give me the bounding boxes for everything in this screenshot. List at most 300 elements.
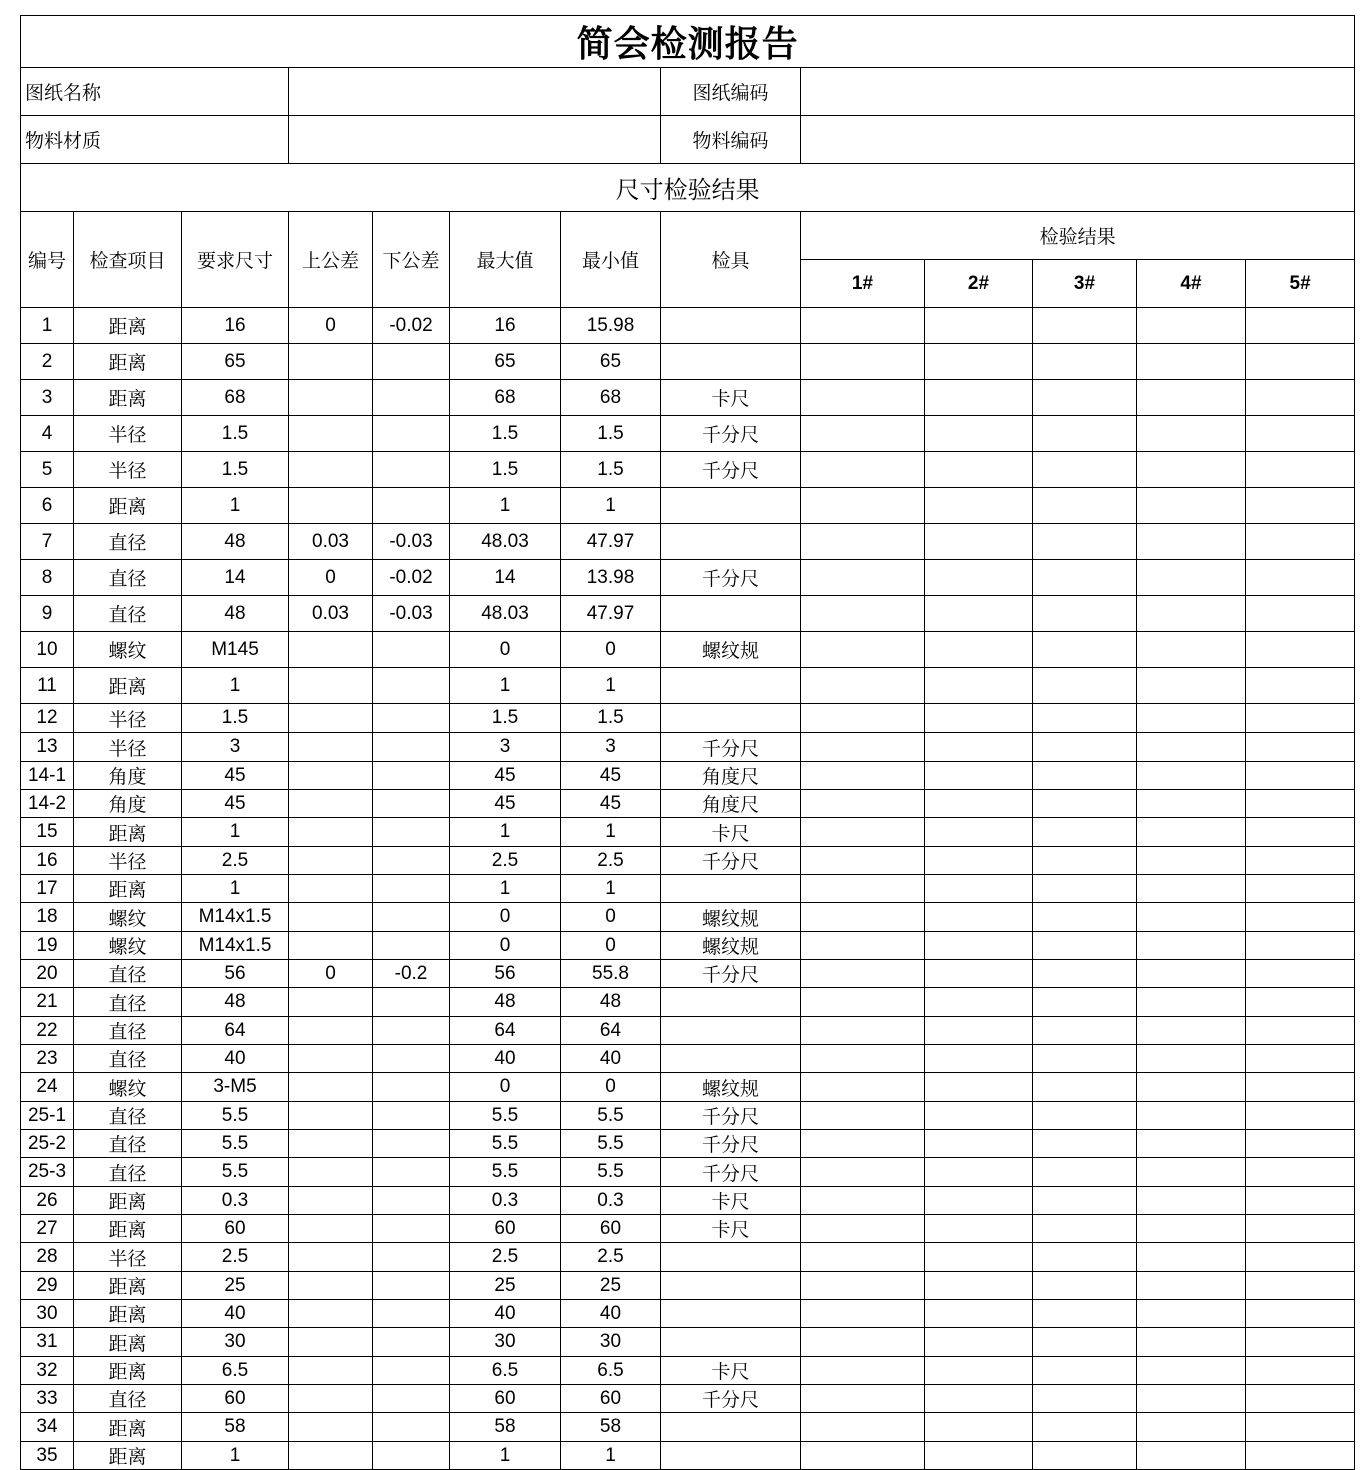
row-gauge <box>661 1272 801 1300</box>
row-gauge: 千分尺 <box>661 733 801 762</box>
result-cell-sample-3[interactable] <box>1033 903 1137 932</box>
result-cell-sample-3[interactable] <box>1033 960 1137 988</box>
header-lower-tolerance: 下公差 <box>373 212 450 308</box>
result-cell-sample-1[interactable] <box>801 668 925 704</box>
row-item: 距离 <box>74 1272 182 1300</box>
row-item: 直径 <box>74 560 182 596</box>
row-required: 65 <box>182 344 289 380</box>
result-cell-sample-3[interactable] <box>1033 733 1137 762</box>
row-min: 25 <box>561 1272 661 1300</box>
row-lower-tolerance <box>373 1158 450 1187</box>
result-cell-sample-5[interactable] <box>1246 1300 1355 1328</box>
result-cell-sample-4[interactable] <box>1137 733 1246 762</box>
result-cell-sample-1[interactable] <box>801 524 925 560</box>
result-cell-sample-1[interactable] <box>801 1357 925 1385</box>
result-cell-sample-5[interactable] <box>1246 380 1355 416</box>
result-cell-sample-3[interactable] <box>1033 762 1137 790</box>
row-lower-tolerance <box>373 488 450 524</box>
result-cell-sample-1[interactable] <box>801 596 925 632</box>
result-cell-sample-1[interactable] <box>801 1442 925 1470</box>
result-cell-sample-4[interactable] <box>1137 847 1246 875</box>
result-cell-sample-1[interactable] <box>801 932 925 960</box>
result-cell-sample-1[interactable] <box>801 632 925 668</box>
row-required: 1 <box>182 1442 289 1470</box>
row-no: 2 <box>21 344 74 380</box>
result-cell-sample-5[interactable] <box>1246 1385 1355 1413</box>
row-lower-tolerance <box>373 932 450 960</box>
row-upper-tolerance <box>289 790 373 818</box>
result-cell-sample-5[interactable] <box>1246 416 1355 452</box>
result-cell-sample-1[interactable] <box>801 988 925 1017</box>
result-cell-sample-3[interactable] <box>1033 1442 1137 1470</box>
result-cell-sample-4[interactable] <box>1137 452 1246 488</box>
result-cell-sample-2[interactable] <box>925 1017 1033 1045</box>
row-min: 6.5 <box>561 1357 661 1385</box>
result-cell-sample-2[interactable] <box>925 1442 1033 1470</box>
material-code-value[interactable] <box>801 116 1355 164</box>
result-cell-sample-4[interactable] <box>1137 1187 1246 1215</box>
result-cell-sample-5[interactable] <box>1246 932 1355 960</box>
row-required: 3-M5 <box>182 1073 289 1102</box>
result-cell-sample-4[interactable] <box>1137 1158 1246 1187</box>
drawing-name-value[interactable] <box>289 68 661 116</box>
row-max: 45 <box>450 762 561 790</box>
row-item: 半径 <box>74 416 182 452</box>
result-cell-sample-3[interactable] <box>1033 380 1137 416</box>
result-cell-sample-5[interactable] <box>1246 1442 1355 1470</box>
result-cell-sample-1[interactable] <box>801 1073 925 1102</box>
result-cell-sample-4[interactable] <box>1137 932 1246 960</box>
result-cell-sample-5[interactable] <box>1246 524 1355 560</box>
row-item: 距离 <box>74 818 182 847</box>
row-gauge: 螺纹规 <box>661 632 801 668</box>
result-cell-sample-1[interactable] <box>801 762 925 790</box>
result-cell-sample-5[interactable] <box>1246 1073 1355 1102</box>
row-upper-tolerance <box>289 847 373 875</box>
result-cell-sample-2[interactable] <box>925 380 1033 416</box>
row-gauge <box>661 668 801 704</box>
row-lower-tolerance: -0.03 <box>373 524 450 560</box>
result-cell-sample-1[interactable] <box>801 308 925 344</box>
result-cell-sample-2[interactable] <box>925 818 1033 847</box>
row-max: 1.5 <box>450 416 561 452</box>
result-cell-sample-2[interactable] <box>925 847 1033 875</box>
row-no: 5 <box>21 452 74 488</box>
table-row <box>21 847 1355 875</box>
result-cell-sample-4[interactable] <box>1137 344 1246 380</box>
row-required: 0.3 <box>182 1187 289 1215</box>
result-cell-sample-2[interactable] <box>925 1328 1033 1357</box>
result-cell-sample-2[interactable] <box>925 1385 1033 1413</box>
result-cell-sample-4[interactable] <box>1137 1130 1246 1158</box>
result-cell-sample-4[interactable] <box>1137 1442 1246 1470</box>
row-upper-tolerance <box>289 1272 373 1300</box>
table-row <box>21 308 1355 344</box>
row-item: 距离 <box>74 1215 182 1243</box>
result-cell-sample-5[interactable] <box>1246 903 1355 932</box>
result-cell-sample-2[interactable] <box>925 1130 1033 1158</box>
result-cell-sample-3[interactable] <box>1033 1158 1137 1187</box>
result-cell-sample-2[interactable] <box>925 416 1033 452</box>
result-cell-sample-4[interactable] <box>1137 762 1246 790</box>
table-row <box>21 1187 1355 1215</box>
row-max: 40 <box>450 1045 561 1073</box>
result-cell-sample-3[interactable] <box>1033 1017 1137 1045</box>
result-cell-sample-2[interactable] <box>925 988 1033 1017</box>
row-required: 16 <box>182 308 289 344</box>
result-cell-sample-3[interactable] <box>1033 1243 1137 1272</box>
result-cell-sample-3[interactable] <box>1033 847 1137 875</box>
result-cell-sample-4[interactable] <box>1137 960 1246 988</box>
row-item: 距离 <box>74 380 182 416</box>
result-cell-sample-2[interactable] <box>925 524 1033 560</box>
result-cell-sample-4[interactable] <box>1137 308 1246 344</box>
result-cell-sample-2[interactable] <box>925 1357 1033 1385</box>
result-cell-sample-2[interactable] <box>925 1215 1033 1243</box>
result-cell-sample-2[interactable] <box>925 596 1033 632</box>
result-cell-sample-3[interactable] <box>1033 632 1137 668</box>
result-cell-sample-4[interactable] <box>1137 1215 1246 1243</box>
result-cell-sample-4[interactable] <box>1137 988 1246 1017</box>
row-item: 角度 <box>74 762 182 790</box>
result-cell-sample-2[interactable] <box>925 1073 1033 1102</box>
result-cell-sample-1[interactable] <box>801 1130 925 1158</box>
row-max: 40 <box>450 1300 561 1328</box>
result-cell-sample-4[interactable] <box>1137 1385 1246 1413</box>
result-cell-sample-5[interactable] <box>1246 960 1355 988</box>
result-cell-sample-5[interactable] <box>1246 1158 1355 1187</box>
row-max: 64 <box>450 1017 561 1045</box>
row-no: 10 <box>21 632 74 668</box>
row-lower-tolerance <box>373 847 450 875</box>
row-max: 5.5 <box>450 1102 561 1130</box>
result-cell-sample-5[interactable] <box>1246 452 1355 488</box>
row-max: 14 <box>450 560 561 596</box>
row-no: 21 <box>21 988 74 1017</box>
result-cell-sample-5[interactable] <box>1246 596 1355 632</box>
row-max: 6.5 <box>450 1357 561 1385</box>
row-item: 半径 <box>74 847 182 875</box>
result-cell-sample-5[interactable] <box>1246 704 1355 733</box>
result-cell-sample-4[interactable] <box>1137 1357 1246 1385</box>
result-cell-sample-4[interactable] <box>1137 1300 1246 1328</box>
row-item: 直径 <box>74 1385 182 1413</box>
table-row <box>21 1073 1355 1102</box>
result-cell-sample-2[interactable] <box>925 560 1033 596</box>
row-no: 28 <box>21 1243 74 1272</box>
result-cell-sample-1[interactable] <box>801 1215 925 1243</box>
material-value[interactable] <box>289 116 661 164</box>
result-cell-sample-2[interactable] <box>925 762 1033 790</box>
result-cell-sample-2[interactable] <box>925 668 1033 704</box>
result-cell-sample-1[interactable] <box>801 960 925 988</box>
row-no: 25-1 <box>21 1102 74 1130</box>
result-cell-sample-3[interactable] <box>1033 1300 1137 1328</box>
table-row <box>21 1243 1355 1272</box>
result-cell-sample-1[interactable] <box>801 1385 925 1413</box>
table-row <box>21 488 1355 524</box>
result-cell-sample-2[interactable] <box>925 1102 1033 1130</box>
row-gauge: 千分尺 <box>661 560 801 596</box>
result-cell-sample-2[interactable] <box>925 1300 1033 1328</box>
result-cell-sample-2[interactable] <box>925 704 1033 733</box>
row-no: 6 <box>21 488 74 524</box>
row-item: 半径 <box>74 733 182 762</box>
row-min: 58 <box>561 1413 661 1442</box>
result-cell-sample-1[interactable] <box>801 1187 925 1215</box>
result-cell-sample-5[interactable] <box>1246 875 1355 903</box>
result-cell-sample-4[interactable] <box>1137 1073 1246 1102</box>
result-cell-sample-2[interactable] <box>925 1413 1033 1442</box>
result-cell-sample-2[interactable] <box>925 632 1033 668</box>
result-cell-sample-3[interactable] <box>1033 1272 1137 1300</box>
row-upper-tolerance <box>289 1130 373 1158</box>
result-cell-sample-4[interactable] <box>1137 632 1246 668</box>
result-cell-sample-3[interactable] <box>1033 596 1137 632</box>
result-cell-sample-1[interactable] <box>801 1243 925 1272</box>
result-cell-sample-3[interactable] <box>1033 1385 1137 1413</box>
row-min: 15.98 <box>561 308 661 344</box>
result-cell-sample-3[interactable] <box>1033 452 1137 488</box>
result-cell-sample-4[interactable] <box>1137 1243 1246 1272</box>
result-cell-sample-5[interactable] <box>1246 762 1355 790</box>
row-upper-tolerance <box>289 1017 373 1045</box>
result-cell-sample-5[interactable] <box>1246 1215 1355 1243</box>
row-required: M14x1.5 <box>182 932 289 960</box>
result-cell-sample-5[interactable] <box>1246 632 1355 668</box>
result-cell-sample-1[interactable] <box>801 344 925 380</box>
result-cell-sample-2[interactable] <box>925 1243 1033 1272</box>
row-upper-tolerance <box>289 1442 373 1470</box>
row-gauge: 千分尺 <box>661 1158 801 1187</box>
result-cell-sample-2[interactable] <box>925 1158 1033 1187</box>
result-cell-sample-5[interactable] <box>1246 1130 1355 1158</box>
result-cell-sample-4[interactable] <box>1137 380 1246 416</box>
drawing-code-value[interactable] <box>801 68 1355 116</box>
table-row <box>21 1357 1355 1385</box>
result-cell-sample-5[interactable] <box>1246 1017 1355 1045</box>
result-cell-sample-5[interactable] <box>1246 988 1355 1017</box>
row-lower-tolerance <box>373 762 450 790</box>
row-lower-tolerance <box>373 1357 450 1385</box>
result-cell-sample-4[interactable] <box>1137 668 1246 704</box>
row-gauge <box>661 1300 801 1328</box>
table-row <box>21 704 1355 733</box>
row-required: 3 <box>182 733 289 762</box>
result-cell-sample-4[interactable] <box>1137 1017 1246 1045</box>
result-cell-sample-1[interactable] <box>801 560 925 596</box>
result-cell-sample-1[interactable] <box>801 488 925 524</box>
result-cell-sample-3[interactable] <box>1033 1357 1137 1385</box>
result-cell-sample-2[interactable] <box>925 903 1033 932</box>
result-cell-sample-1[interactable] <box>801 1413 925 1442</box>
result-cell-sample-5[interactable] <box>1246 818 1355 847</box>
row-gauge: 角度尺 <box>661 762 801 790</box>
result-cell-sample-3[interactable] <box>1033 704 1137 733</box>
result-cell-sample-3[interactable] <box>1033 488 1137 524</box>
result-cell-sample-1[interactable] <box>801 380 925 416</box>
table-row <box>21 560 1355 596</box>
row-item: 半径 <box>74 452 182 488</box>
row-upper-tolerance <box>289 875 373 903</box>
row-gauge: 千分尺 <box>661 1102 801 1130</box>
row-no: 17 <box>21 875 74 903</box>
result-cell-sample-3[interactable] <box>1033 560 1137 596</box>
result-cell-sample-1[interactable] <box>801 875 925 903</box>
row-upper-tolerance <box>289 380 373 416</box>
result-cell-sample-4[interactable] <box>1137 488 1246 524</box>
result-cell-sample-1[interactable] <box>801 1300 925 1328</box>
result-cell-sample-3[interactable] <box>1033 988 1137 1017</box>
result-cell-sample-5[interactable] <box>1246 1243 1355 1272</box>
row-lower-tolerance <box>373 988 450 1017</box>
result-cell-sample-4[interactable] <box>1137 1328 1246 1357</box>
row-required: 6.5 <box>182 1357 289 1385</box>
result-cell-sample-3[interactable] <box>1033 344 1137 380</box>
result-cell-sample-4[interactable] <box>1137 596 1246 632</box>
row-required: 5.5 <box>182 1158 289 1187</box>
result-cell-sample-3[interactable] <box>1033 668 1137 704</box>
result-cell-sample-1[interactable] <box>801 733 925 762</box>
row-upper-tolerance <box>289 344 373 380</box>
row-no: 25-3 <box>21 1158 74 1187</box>
row-max: 48.03 <box>450 524 561 560</box>
table-row <box>21 1130 1355 1158</box>
result-cell-sample-5[interactable] <box>1246 847 1355 875</box>
result-cell-sample-5[interactable] <box>1246 1272 1355 1300</box>
header-sample-3: 3# <box>1033 260 1137 308</box>
result-cell-sample-2[interactable] <box>925 308 1033 344</box>
result-cell-sample-1[interactable] <box>801 416 925 452</box>
table-row <box>21 1442 1355 1470</box>
result-cell-sample-2[interactable] <box>925 960 1033 988</box>
result-cell-sample-3[interactable] <box>1033 524 1137 560</box>
result-cell-sample-1[interactable] <box>801 847 925 875</box>
table-row <box>21 380 1355 416</box>
result-cell-sample-1[interactable] <box>801 790 925 818</box>
result-cell-sample-4[interactable] <box>1137 560 1246 596</box>
row-no: 19 <box>21 932 74 960</box>
result-cell-sample-5[interactable] <box>1246 1357 1355 1385</box>
result-cell-sample-1[interactable] <box>801 704 925 733</box>
result-cell-sample-5[interactable] <box>1246 1187 1355 1215</box>
result-cell-sample-5[interactable] <box>1246 560 1355 596</box>
row-min: 1.5 <box>561 704 661 733</box>
result-cell-sample-5[interactable] <box>1246 1045 1355 1073</box>
row-item: 直径 <box>74 1102 182 1130</box>
result-cell-sample-1[interactable] <box>801 452 925 488</box>
row-gauge: 螺纹规 <box>661 903 801 932</box>
result-cell-sample-3[interactable] <box>1033 790 1137 818</box>
result-cell-sample-2[interactable] <box>925 1272 1033 1300</box>
result-cell-sample-3[interactable] <box>1033 1413 1137 1442</box>
row-no: 8 <box>21 560 74 596</box>
row-no: 33 <box>21 1385 74 1413</box>
result-cell-sample-5[interactable] <box>1246 790 1355 818</box>
result-cell-sample-1[interactable] <box>801 1158 925 1187</box>
table-row <box>21 733 1355 762</box>
result-cell-sample-4[interactable] <box>1137 1102 1246 1130</box>
result-cell-sample-1[interactable] <box>801 1017 925 1045</box>
result-cell-sample-5[interactable] <box>1246 733 1355 762</box>
result-cell-sample-2[interactable] <box>925 452 1033 488</box>
result-cell-sample-3[interactable] <box>1033 308 1137 344</box>
result-cell-sample-4[interactable] <box>1137 416 1246 452</box>
result-cell-sample-2[interactable] <box>925 488 1033 524</box>
row-no: 23 <box>21 1045 74 1073</box>
result-cell-sample-4[interactable] <box>1137 524 1246 560</box>
result-cell-sample-3[interactable] <box>1033 875 1137 903</box>
row-lower-tolerance <box>373 733 450 762</box>
result-cell-sample-3[interactable] <box>1033 1102 1137 1130</box>
result-cell-sample-1[interactable] <box>801 1328 925 1357</box>
result-cell-sample-1[interactable] <box>801 818 925 847</box>
result-cell-sample-4[interactable] <box>1137 704 1246 733</box>
row-upper-tolerance <box>289 1187 373 1215</box>
header-result: 检验结果 <box>801 212 1355 260</box>
row-required: 2.5 <box>182 1243 289 1272</box>
result-cell-sample-2[interactable] <box>925 344 1033 380</box>
result-cell-sample-5[interactable] <box>1246 1413 1355 1442</box>
row-gauge: 千分尺 <box>661 416 801 452</box>
result-cell-sample-4[interactable] <box>1137 903 1246 932</box>
result-cell-sample-5[interactable] <box>1246 488 1355 524</box>
result-cell-sample-4[interactable] <box>1137 1272 1246 1300</box>
result-cell-sample-4[interactable] <box>1137 1413 1246 1442</box>
result-cell-sample-3[interactable] <box>1033 818 1137 847</box>
result-cell-sample-4[interactable] <box>1137 790 1246 818</box>
result-cell-sample-3[interactable] <box>1033 416 1137 452</box>
table-row <box>21 596 1355 632</box>
result-cell-sample-3[interactable] <box>1033 1328 1137 1357</box>
result-cell-sample-2[interactable] <box>925 1187 1033 1215</box>
row-min: 47.97 <box>561 524 661 560</box>
result-cell-sample-1[interactable] <box>801 1272 925 1300</box>
result-cell-sample-4[interactable] <box>1137 818 1246 847</box>
result-cell-sample-5[interactable] <box>1246 1102 1355 1130</box>
result-cell-sample-5[interactable] <box>1246 668 1355 704</box>
row-gauge: 千分尺 <box>661 1130 801 1158</box>
result-cell-sample-4[interactable] <box>1137 875 1246 903</box>
result-cell-sample-3[interactable] <box>1033 932 1137 960</box>
row-required: 2.5 <box>182 847 289 875</box>
result-cell-sample-3[interactable] <box>1033 1187 1137 1215</box>
result-cell-sample-2[interactable] <box>925 790 1033 818</box>
result-cell-sample-1[interactable] <box>801 903 925 932</box>
result-cell-sample-2[interactable] <box>925 932 1033 960</box>
table-row <box>21 875 1355 903</box>
row-upper-tolerance <box>289 668 373 704</box>
result-cell-sample-5[interactable] <box>1246 1328 1355 1357</box>
result-cell-sample-2[interactable] <box>925 733 1033 762</box>
result-cell-sample-3[interactable] <box>1033 1045 1137 1073</box>
result-cell-sample-1[interactable] <box>801 1102 925 1130</box>
row-no: 4 <box>21 416 74 452</box>
row-item: 距离 <box>74 875 182 903</box>
row-min: 30 <box>561 1328 661 1357</box>
result-cell-sample-3[interactable] <box>1033 1130 1137 1158</box>
result-cell-sample-5[interactable] <box>1246 308 1355 344</box>
result-cell-sample-3[interactable] <box>1033 1215 1137 1243</box>
result-cell-sample-1[interactable] <box>801 1045 925 1073</box>
result-cell-sample-2[interactable] <box>925 1045 1033 1073</box>
table-row <box>21 416 1355 452</box>
result-cell-sample-4[interactable] <box>1137 1045 1246 1073</box>
header-no: 编号 <box>21 212 74 308</box>
result-cell-sample-2[interactable] <box>925 875 1033 903</box>
result-cell-sample-5[interactable] <box>1246 344 1355 380</box>
result-cell-sample-3[interactable] <box>1033 1073 1137 1102</box>
